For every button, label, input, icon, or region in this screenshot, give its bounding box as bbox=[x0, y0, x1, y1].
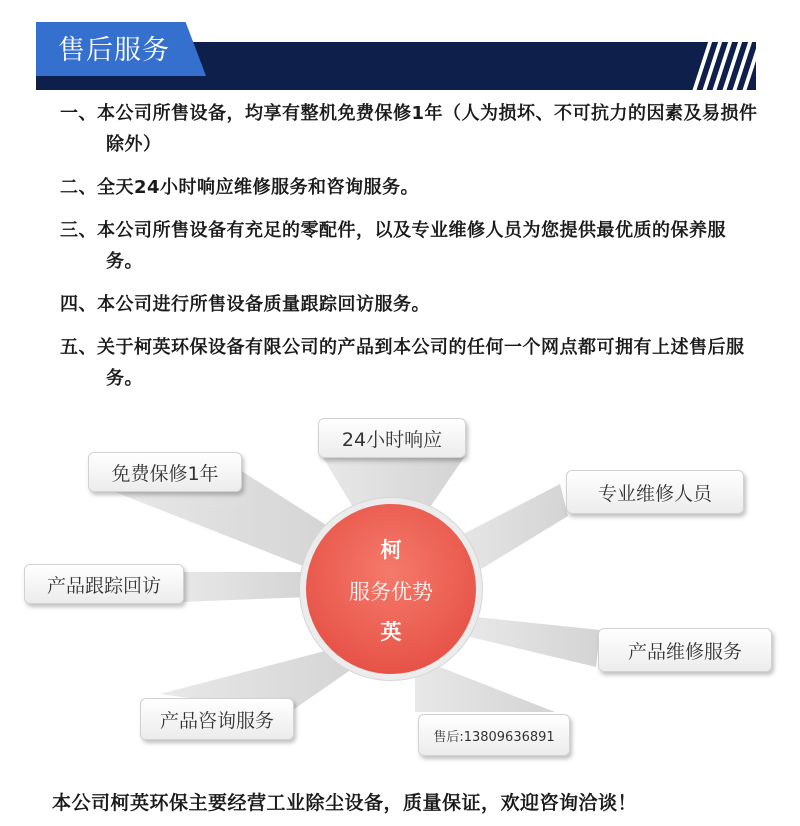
page-title: 售后服务 bbox=[58, 35, 170, 66]
footer-slogan: 本公司柯英环保主要经营工业除尘设备，质量保证，欢迎咨询洽谈！ bbox=[52, 792, 638, 814]
node-product-followup: 产品跟踪回访 bbox=[24, 564, 184, 604]
service-item-3: 三、本公司所售设备有充足的零配件，以及专业维修人员为您提供最优质的保养服务。 bbox=[60, 220, 726, 272]
service-item-4: 四、本公司进行所售设备质量跟踪回访服务。 bbox=[60, 294, 430, 315]
service-advantage-diagram bbox=[0, 412, 800, 772]
ray-hotline bbox=[415, 662, 555, 712]
center-line-2: 服务优势 bbox=[349, 580, 433, 604]
node-free-warranty: 免费保修1年 bbox=[88, 452, 242, 492]
node-24h-response: 24小时响应 bbox=[318, 418, 466, 458]
center-line-3: 英 bbox=[380, 620, 402, 644]
node-product-repair: 产品维修服务 bbox=[598, 628, 772, 672]
service-list bbox=[60, 98, 760, 406]
service-item-2: 二、全天24小时响应维修服务和咨询服务。 bbox=[60, 177, 420, 198]
node-product-consult: 产品咨询服务 bbox=[140, 698, 294, 740]
header-stripes-decoration bbox=[688, 42, 756, 90]
ray-followup bbox=[180, 572, 310, 602]
center-advantage-circle bbox=[306, 504, 476, 674]
service-item-5: 五、关于柯英环保设备有限公司的产品到本公司的任何一个网点都可拥有上述售后服务。 bbox=[60, 337, 745, 389]
node-pro-staff: 专业维修人员 bbox=[566, 470, 744, 514]
node-hotline: 售后:13809636891 bbox=[418, 714, 570, 756]
service-item-1: 一、本公司所售设备，均享有整机免费保修1年（人为损坏、不可抗力的因素及易损件除外） bbox=[60, 103, 758, 155]
center-line-1: 柯 bbox=[380, 538, 402, 562]
ray-repair bbox=[470, 617, 600, 667]
